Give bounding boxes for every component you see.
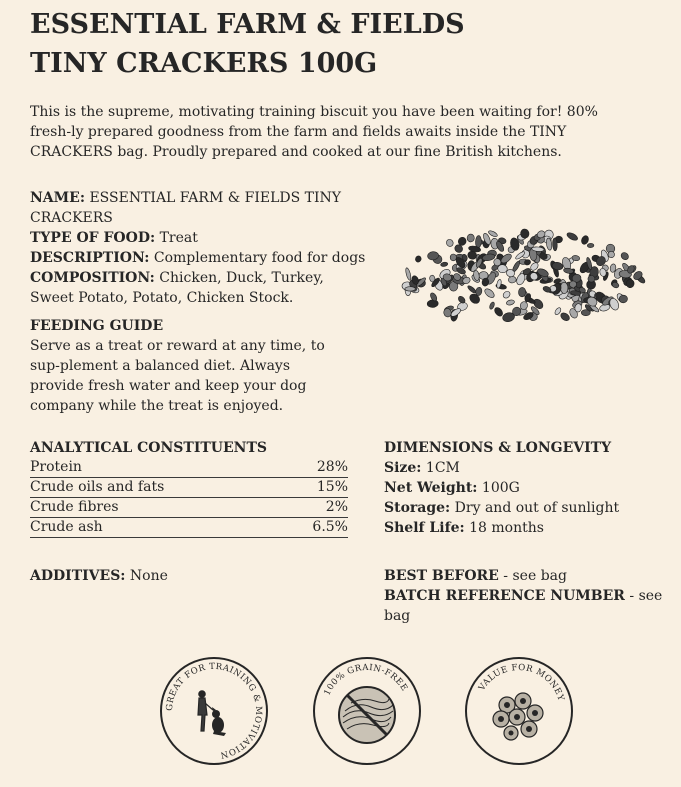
cracker-piece	[560, 282, 568, 294]
cracker-piece	[445, 238, 454, 248]
dim-weight: Net Weight: 100G	[384, 480, 520, 496]
svg-text:GREAT FOR TRAINING & MOTIVATIO: GREAT FOR TRAINING & MOTIVATION	[164, 661, 264, 760]
cracker-piece	[488, 230, 499, 238]
cracker-piece	[506, 299, 515, 306]
cracker-piece	[508, 276, 517, 283]
cracker-piece	[581, 310, 590, 316]
cracker-piece	[620, 251, 630, 261]
best-before-line: BEST BEFORE - see bag	[384, 568, 567, 584]
spec-composition-cont: Sweet Potato, Potato, Chicken Stock.	[30, 290, 294, 306]
cracker-piece	[405, 267, 412, 280]
product-title	[30, 5, 465, 83]
dimensions-longevity	[384, 438, 674, 538]
spec-type: TYPE OF FOOD: Treat	[30, 230, 198, 246]
cracker-piece	[563, 267, 574, 274]
spec-name: NAME: ESSENTIAL FARM & FIELDS TINY CRACKERS	[30, 190, 342, 226]
dim-size: Size: 1CM	[384, 460, 460, 476]
table-row: Crude ash 6.5%	[30, 518, 348, 538]
table-row: Crude oils and fats 15%	[30, 478, 348, 498]
cracker-piece	[483, 287, 496, 299]
cracker-piece	[552, 238, 557, 251]
grain-free-badge	[311, 655, 423, 767]
cracker-piece	[427, 299, 439, 307]
feeding-guide-text: Serve as a treat or reward at any time, to sup-plement a balanced diet. Always provide fresh water and keep your dog company while the treat is enjoyed.	[30, 338, 325, 414]
table-row: Crude fibres 2%	[30, 498, 348, 518]
cracker-piece	[475, 235, 481, 248]
feeding-guide-heading: FEEDING GUIDE	[30, 318, 164, 334]
cracker-piece	[587, 243, 594, 248]
svg-text:100% GRAIN-FREE: 100% GRAIN-FREE	[322, 662, 410, 698]
crackers-illustration	[396, 222, 648, 330]
cracker-piece	[475, 287, 483, 296]
dim-storage: Storage: Dry and out of sunlight	[384, 500, 620, 516]
analysis-heading: ANALYTICAL CONSTITUENTS	[30, 440, 267, 456]
cracker-piece	[440, 262, 448, 267]
cracker-piece	[405, 287, 416, 291]
constituents-table	[30, 458, 348, 538]
cracker-piece	[450, 254, 457, 261]
analytical-constituents	[30, 438, 348, 538]
cracker-piece	[588, 275, 596, 282]
product-specs	[30, 188, 420, 308]
cracker-piece	[493, 306, 504, 318]
feeding-guide	[30, 316, 340, 416]
cracker-piece	[559, 311, 571, 322]
cracker-piece	[566, 231, 579, 242]
cracker-piece	[569, 281, 576, 288]
batch-reference-line: BATCH REFERENCE NUMBER - see bag	[384, 588, 663, 624]
training-badge	[158, 655, 270, 767]
additives: ADDITIVES: None	[30, 568, 168, 584]
table-row: Protein 28%	[30, 458, 348, 478]
cracker-piece	[415, 255, 422, 263]
spec-description: DESCRIPTION: Complementary food for dogs	[30, 250, 366, 266]
value-badge	[463, 655, 575, 767]
cracker-piece	[489, 301, 496, 310]
value-for-money-badge-icon	[463, 655, 575, 767]
title-line-2: TINY CRACKERS 100G	[30, 48, 378, 79]
intro-paragraph: This is the supreme, motivating training biscuit you have been waiting for! 80% fresh-ly prepared goodness from the farm and fields awaits inside the TINY CRACKERS bag. Proudly prepared and cooked at our fine British kitchens.	[30, 104, 598, 160]
cracker-piece	[518, 287, 526, 297]
dim-shelf-life: Shelf Life: 18 months	[384, 520, 544, 536]
svg-text:VALUE FOR MONEY: VALUE FOR MONEY	[477, 662, 566, 703]
cracker-piece	[467, 234, 475, 242]
cracker-piece	[502, 290, 512, 299]
best-before	[384, 566, 679, 626]
spec-composition: COMPOSITION: Chicken, Duck, Turkey,	[30, 270, 324, 286]
training-badge-icon	[158, 655, 270, 767]
grain-free-badge-icon	[311, 655, 423, 767]
dimensions-heading: DIMENSIONS & LONGEVITY	[384, 440, 612, 456]
title-line-1: ESSENTIAL FARM & FIELDS	[30, 9, 465, 40]
